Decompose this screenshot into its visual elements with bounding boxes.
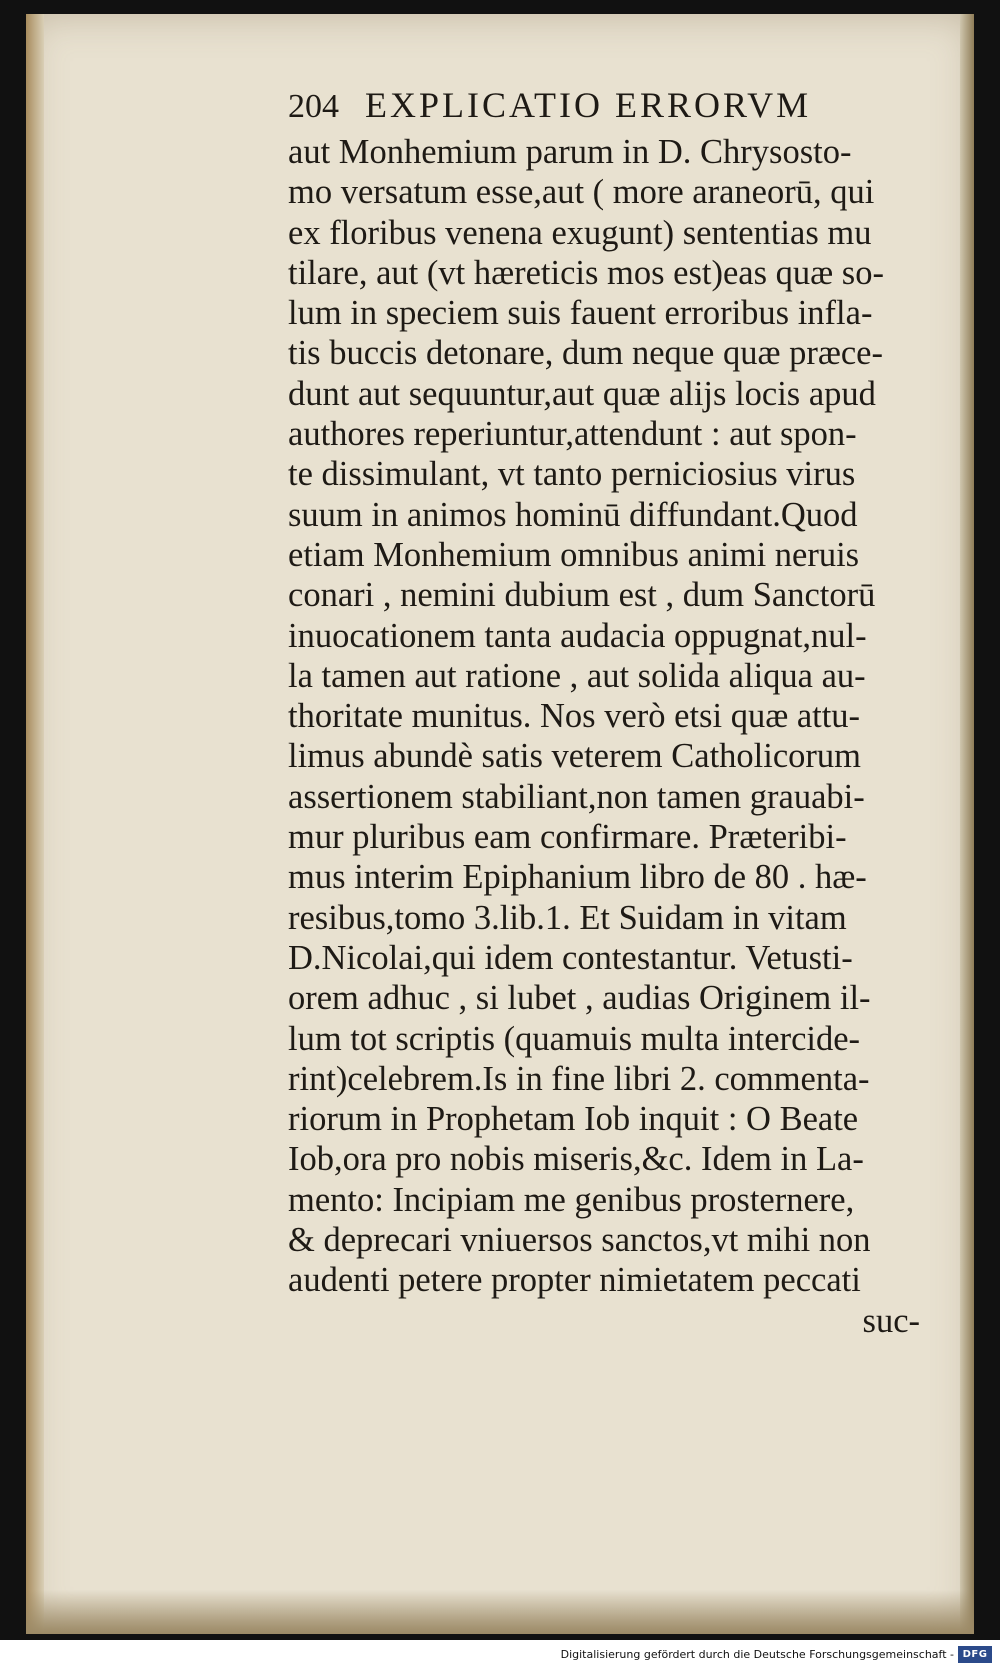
- text-line: limus abundè satis veterem Catholicorum: [288, 737, 861, 776]
- text-line: mo versatum esse,aut ( more araneorū, qui: [288, 173, 875, 212]
- text-line: conari , nemini dubium est , dum Sanctorū: [288, 576, 876, 615]
- text-line: mur pluribus eam confirmare. Præteribi-: [288, 818, 847, 857]
- text-line: la tamen aut ratione , aut solida aliqua au-: [288, 656, 866, 695]
- text-line: orem adhuc , si lubet , audias Originem il-: [288, 979, 871, 1018]
- text-line: audenti petere propter nimietatem peccati: [288, 1261, 861, 1300]
- text-line: tilare, aut (vt hæreticis mos est)eas quæ so-: [288, 253, 884, 292]
- page-number: 204: [288, 88, 339, 125]
- running-title: EXPLICATIO ERRORVM: [365, 85, 812, 125]
- text-line: mus interim Epiphanium libro de 80 . hæ-: [288, 858, 867, 897]
- text-line: Iob,ora pro nobis miseris,&c. Idem in La-: [288, 1140, 864, 1179]
- body-text: [288, 132, 928, 1341]
- text-line: rint)celebrem.Is in fine libri 2. commenta-: [288, 1059, 870, 1098]
- text-line: assertionem stabiliant,non tamen grauabi-: [288, 777, 865, 816]
- text-line: te dissimulant, vt tanto perniciosius virus: [288, 455, 856, 494]
- text-line: resibus,tomo 3.lib.1. Et Suidam in vitam: [288, 898, 847, 937]
- text-line: lum in speciem suis fauent erroribus infla-: [288, 294, 873, 333]
- text-line: tis buccis detonare, dum neque quæ præce-: [288, 334, 883, 373]
- text-line: etiam Monhemium omnibus animi neruis: [288, 535, 860, 574]
- running-head: [288, 84, 928, 132]
- text-line: suum in animos hominū diffundant.Quod: [288, 495, 858, 534]
- text-line: dunt aut sequuntur,aut quæ alijs locis apud: [288, 374, 876, 413]
- catchword: suc-: [862, 1301, 920, 1340]
- page-bottom-edge: [26, 1590, 974, 1634]
- page-left-edge: [26, 14, 44, 1634]
- text-line: D.Nicolai,qui idem contestantur. Vetusti-: [288, 938, 853, 977]
- text-block: [288, 84, 928, 1341]
- footer-bar: [0, 1640, 1000, 1671]
- text-line: ex floribus venena exugunt) sententias mu: [288, 213, 872, 252]
- text-line: aut Monhemium parum in D. Chrysosto-: [288, 133, 852, 171]
- text-line: inuocationem tanta audacia oppugnat,nul-: [288, 616, 867, 655]
- text-line: riorum in Prophetam Iob inquit : O Beate: [288, 1100, 859, 1139]
- page-right-edge: [960, 14, 974, 1634]
- text-line: lum tot scriptis (quamuis multa intercide-: [288, 1019, 861, 1058]
- text-line: thoritate munitus. Nos verò etsi quæ attu-: [288, 697, 861, 736]
- dfg-logo-icon: DFG: [958, 1646, 992, 1663]
- text-line: & deprecari vniuersos sanctos,vt mihi non: [288, 1221, 871, 1260]
- text-line: mento: Incipiam me genibus prosternere,: [288, 1180, 855, 1219]
- funding-notice: Digitalisierung gefördert durch die Deutsche Forschungsgemeinschaft -: [560, 1648, 954, 1661]
- text-line: authores reperiuntur,attendunt : aut spon-: [288, 415, 857, 454]
